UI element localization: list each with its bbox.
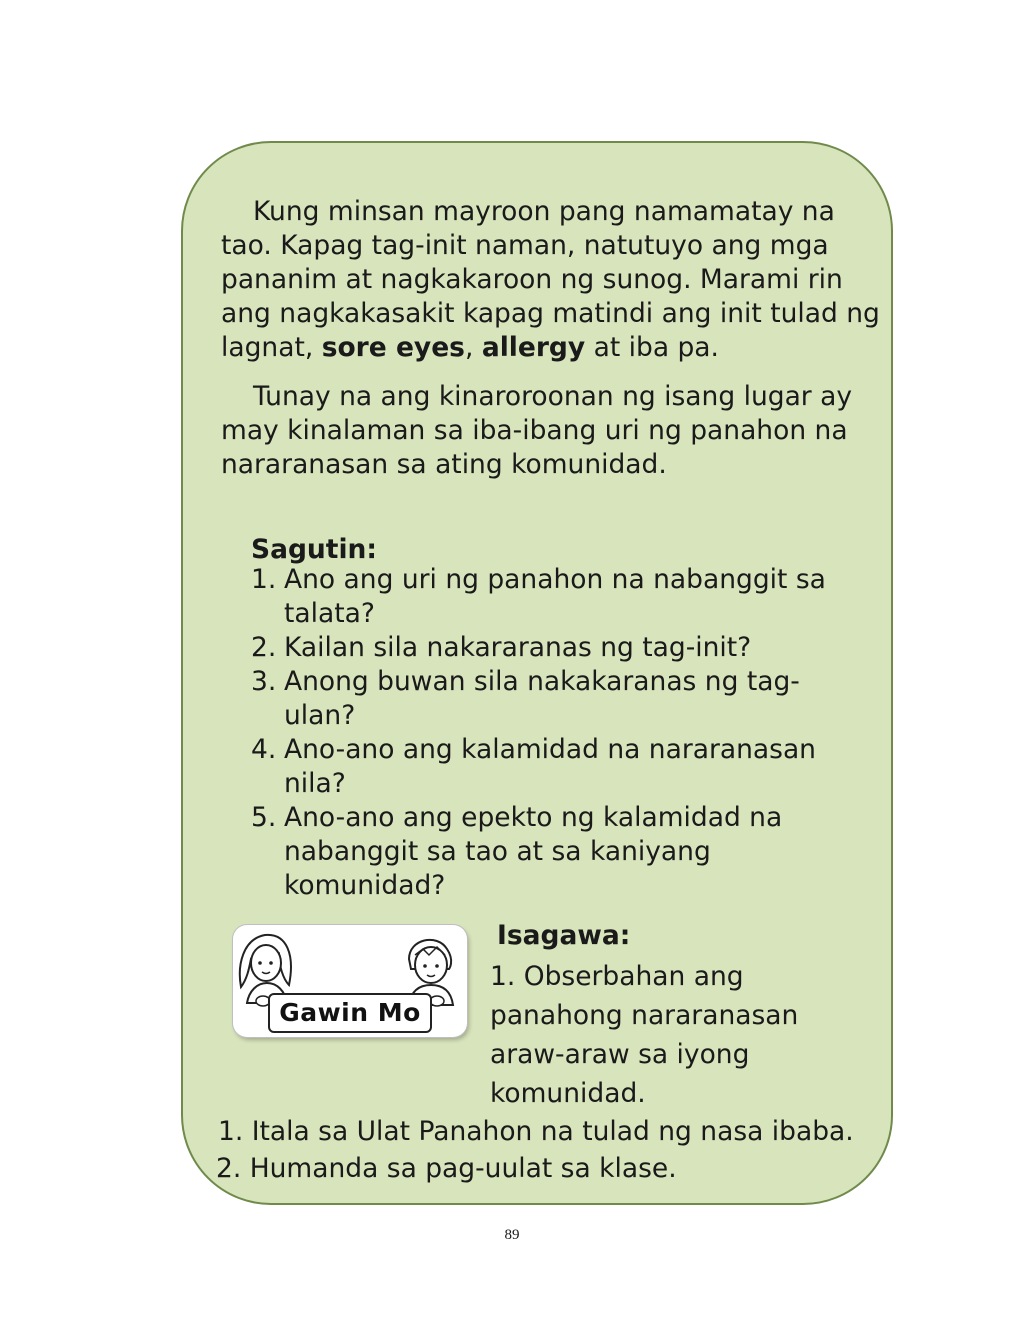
page-number: 89 — [504, 1227, 520, 1243]
question-item: 4. Ano-ano ang kalamidad na nararanasan nila? — [251, 734, 816, 799]
gawin-mo-label: Gawin Mo — [268, 993, 432, 1033]
sagutin-heading: Sagutin: — [251, 534, 378, 565]
question-item: 1. Ano ang uri ng panahon na nabanggit sa talata? — [251, 564, 826, 629]
gawin-mo-banner — [233, 925, 467, 1037]
paragraph-1: Kung minsan mayroon pang namamatay na tao. Kapag tag-init naman, natutuyo ang mga pananim at nagkakaroon ng sunog. Marami rin ang nagkakasakit kapag matindi ang init tulad ng lagnat, sore eyes, allergy at iba pa. — [221, 196, 880, 363]
paragraph-2: Tunay na ang kinaroroonan ng isang lugar ay may kinalaman sa iba-ibang uri ng panahon na nararanasan sa ating komunidad. — [221, 381, 853, 480]
bold-term-sore-eyes: sore eyes — [321, 332, 465, 363]
question-item: 2. Kailan sila nakararanas ng tag-init? — [251, 632, 752, 663]
bold-term-allergy: allergy — [481, 332, 586, 363]
question-item: 5. Ano-ano ang epekto ng kalamidad na nabanggit sa tao at sa kaniyang komunidad? — [251, 802, 783, 901]
isagawa-heading: Isagawa: — [497, 920, 631, 951]
instruction-line-2: 2. Humanda sa pag-uulat sa klase. — [216, 1153, 677, 1184]
question-item: 3. Anong buwan sila nakakaranas ng tag-ulan? — [251, 666, 800, 731]
isagawa-item: 1. Obserbahan ang panahong nararanasan araw-araw sa iyong komunidad. — [490, 961, 799, 1109]
instruction-line-1: 1. Itala sa Ulat Panahon na tulad ng nasa ibaba. — [218, 1116, 854, 1147]
question-list — [251, 563, 871, 903]
